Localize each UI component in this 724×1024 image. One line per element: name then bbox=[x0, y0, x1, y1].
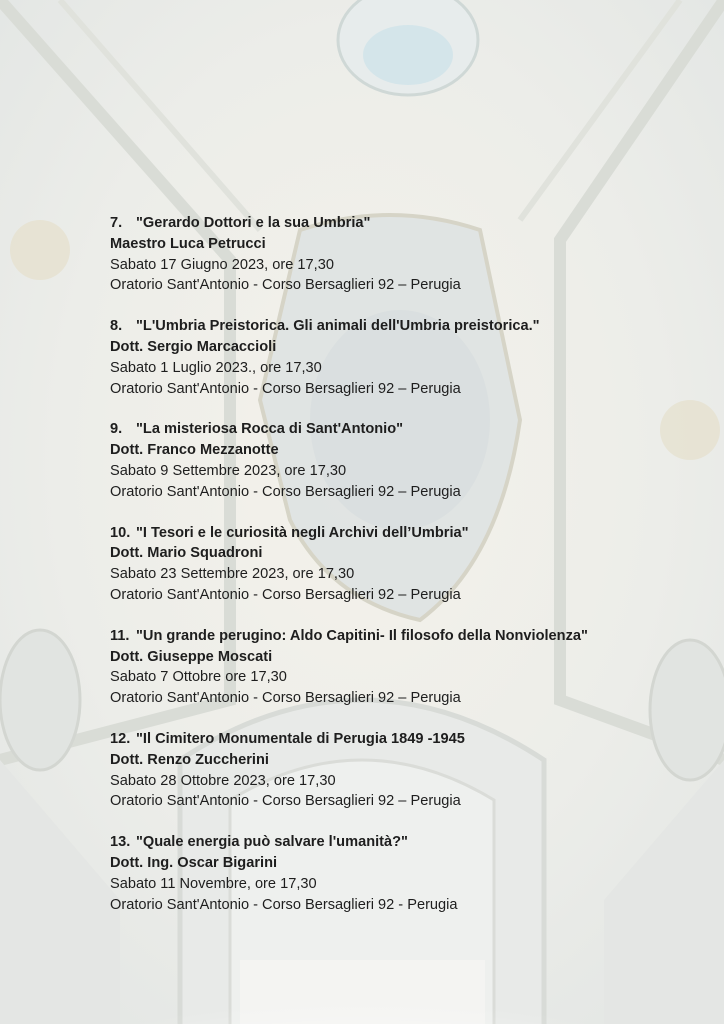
event-item bbox=[110, 729, 710, 812]
event-title bbox=[110, 729, 710, 750]
event-title-text: "Il Cimitero Monumentale di Perugia 1849 -1945 bbox=[136, 730, 465, 747]
event-date: Sabato 7 Ottobre ore 17,30 bbox=[110, 669, 287, 686]
event-venue: Oratorio Sant'Antonio - Corso Bersaglieri 92 – Perugia bbox=[110, 277, 461, 294]
event-number: 13. bbox=[110, 834, 131, 851]
event-venue: Oratorio Sant'Antonio - Corso Bersaglieri 92 – Perugia bbox=[110, 690, 461, 707]
event-title bbox=[110, 419, 710, 440]
event-title-text: "I Tesori e le curiosità negli Archivi dell’Umbria" bbox=[136, 524, 469, 541]
event-speaker: Dott. Sergio Marcaccioli bbox=[110, 338, 277, 355]
event-title bbox=[110, 626, 710, 647]
event-venue: Oratorio Sant'Antonio - Corso Bersaglieri 92 – Perugia bbox=[110, 483, 461, 500]
event-speaker: Dott. Renzo Zuccherini bbox=[110, 751, 269, 768]
event-speaker: Dott. Ing. Oscar Bigarini bbox=[110, 854, 278, 871]
event-number: 8. bbox=[110, 318, 123, 335]
event-title bbox=[110, 523, 710, 544]
event-speaker: Maestro Luca Petrucci bbox=[110, 235, 266, 252]
event-number: 12. bbox=[110, 730, 131, 747]
event-title bbox=[110, 316, 710, 337]
event-item bbox=[110, 626, 710, 709]
event-title-text: "Gerardo Dottori e la sua Umbria" bbox=[136, 215, 371, 231]
event-number: 10. bbox=[110, 524, 131, 541]
event-title-text: "Quale energia può salvare l'umanità?" bbox=[136, 834, 408, 851]
event-number: 7. bbox=[110, 215, 123, 231]
event-item bbox=[110, 316, 710, 399]
event-speaker: Dott. Mario Squadroni bbox=[110, 545, 263, 562]
event-venue: Oratorio Sant'Antonio - Corso Bersaglieri 92 – Perugia bbox=[110, 380, 461, 397]
event-date: Sabato 9 Settembre 2023, ore 17,30 bbox=[110, 462, 347, 479]
event-item bbox=[110, 523, 710, 606]
event-date: Sabato 17 Giugno 2023, ore 17,30 bbox=[110, 256, 334, 273]
event-number: 11. bbox=[110, 627, 130, 644]
event-title bbox=[110, 832, 710, 853]
event-date: Sabato 11 Novembre, ore 17,30 bbox=[110, 875, 317, 892]
event-speaker: Dott. Giuseppe Moscati bbox=[110, 648, 273, 665]
event-date: Sabato 1 Luglio 2023., ore 17,30 bbox=[110, 359, 322, 376]
event-venue: Oratorio Sant'Antonio - Corso Bersaglieri 92 – Perugia bbox=[110, 586, 461, 603]
event-date: Sabato 28 Ottobre 2023, ore 17,30 bbox=[110, 772, 336, 789]
event-title bbox=[110, 213, 710, 234]
event-title-text: "Un grande perugino: Aldo Capitini- Il filosofo della Nonviolenza" bbox=[136, 627, 588, 644]
event-item bbox=[110, 213, 710, 296]
event-item bbox=[110, 832, 710, 915]
event-venue: Oratorio Sant'Antonio - Corso Bersaglieri 92 – Perugia bbox=[110, 793, 461, 810]
event-list bbox=[110, 213, 710, 935]
event-title-text: "La misteriosa Rocca di Sant'Antonio" bbox=[136, 421, 404, 438]
event-number: 9. bbox=[110, 421, 123, 438]
event-speaker: Dott. Franco Mezzanotte bbox=[110, 442, 279, 459]
event-title-text: "L'Umbria Preistorica. Gli animali dell'Umbria preistorica." bbox=[136, 318, 540, 335]
event-venue: Oratorio Sant'Antonio - Corso Bersaglieri 92 - Perugia bbox=[110, 896, 458, 913]
event-item bbox=[110, 419, 710, 502]
event-date: Sabato 23 Settembre 2023, ore 17,30 bbox=[110, 566, 355, 583]
